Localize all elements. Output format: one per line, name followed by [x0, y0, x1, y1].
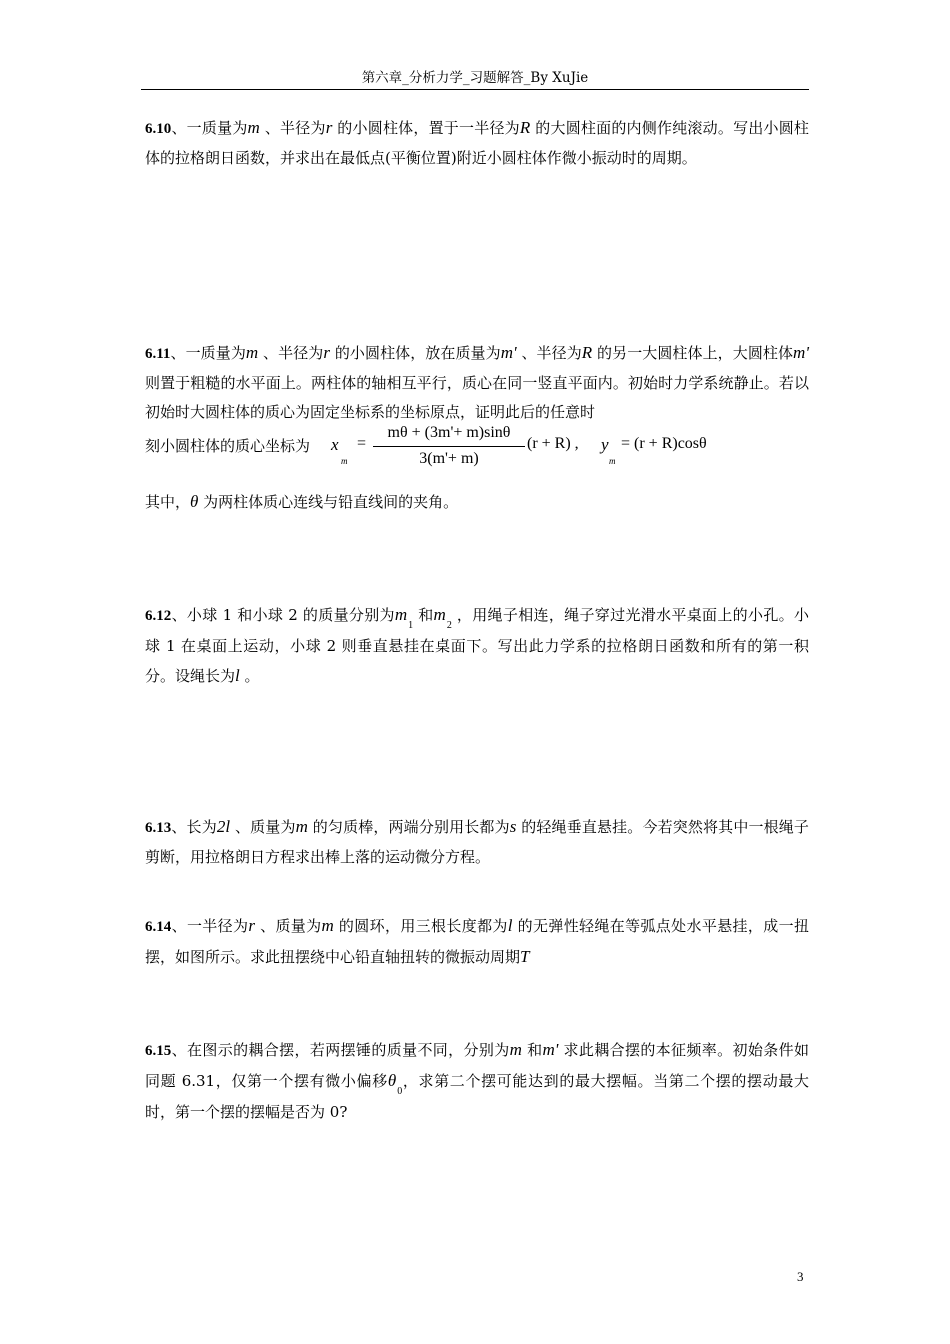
var-m: m — [245, 343, 259, 362]
text: 其中， — [145, 493, 191, 511]
var-m: m — [509, 1040, 522, 1059]
text: 的小圆柱体，置于一半径为 — [337, 119, 520, 137]
subscript-m: m — [609, 456, 616, 466]
problem-number: 6.14 — [145, 919, 172, 935]
text: 。 — [244, 667, 260, 685]
fraction-denominator: 3(m'+ m) — [419, 450, 479, 467]
subscript-1: 1 — [408, 620, 414, 631]
formula-lead: 刻小圆柱体的质心坐标为 — [145, 437, 311, 455]
text: 的圆环，用三根长度都为 — [338, 917, 508, 935]
problem-6-11 — [145, 338, 809, 427]
var-theta: θ — [190, 492, 199, 511]
text: 的匀质棒，两端分别用长都为 — [312, 818, 510, 836]
header-rule — [141, 89, 809, 90]
var-m: m — [295, 817, 308, 836]
page-number: 3 — [797, 1269, 804, 1284]
text: 、质量为 — [235, 818, 296, 836]
var-theta: θ — [387, 1071, 397, 1090]
text: 、一质量为 — [171, 119, 248, 137]
var-m-prime: m' — [793, 343, 809, 362]
text: 、质量为 — [260, 917, 322, 935]
text: 的另一大圆柱体上，大圆柱体 — [597, 344, 794, 362]
var-m-prime: m' — [500, 343, 517, 362]
var-m: m — [321, 916, 334, 935]
text: 的无弹性轻绳在等弧点处水平悬挂，成一扭摆，如图所示。求此扭摆绕中心铅直轴扭转的微振动周期 — [145, 917, 809, 966]
problem-number: 6.12 — [145, 608, 172, 624]
text: 和 — [527, 1041, 543, 1059]
text: 、一质量为 — [170, 344, 246, 362]
var-2l: 2l — [216, 817, 231, 836]
formula-x-tail: (r + R) , — [527, 435, 579, 452]
var-m-prime: m' — [542, 1040, 559, 1059]
text: 为两柱体质心连线与铅直线间的夹角。 — [203, 493, 459, 511]
text: 的小圆柱体，放在质量为 — [334, 344, 501, 362]
var-r: r — [323, 343, 330, 362]
subscript-0: 0 — [397, 1086, 403, 1097]
text: 求此耦合摆的本征频率。初始条件如同题 6.31，仅第一个摆有微小偏移 — [145, 1041, 809, 1090]
problem-6-13 — [145, 812, 809, 872]
var-T: T — [520, 947, 530, 966]
problem-6-14 — [145, 911, 809, 972]
problem-number: 6.13 — [145, 820, 172, 836]
text: 、小球 1 和小球 2 的质量分别为 — [171, 606, 395, 624]
var-r: r — [248, 916, 255, 935]
text: 、半径为 — [264, 119, 326, 137]
text: 、长为 — [171, 818, 217, 836]
var-x: x — [331, 435, 339, 454]
var-l: l — [235, 666, 240, 685]
text: ，用绳子相连，绳子穿过光滑水平桌面上的小孔。小球 1 在桌面上运动，小球 2 则垂直悬挂在桌面下。写出此力学系的拉格朗日函数和所有的第一积分。设绳长为 — [145, 606, 809, 685]
fraction-bar — [373, 446, 525, 447]
text: 和 — [418, 606, 434, 624]
problem-number: 6.10 — [145, 121, 172, 137]
problem-number: 6.11 — [145, 346, 171, 362]
text: 、半径为 — [521, 344, 582, 362]
text: 则置于粗糙的水平面上。两柱体的轴相互平行，质心在同一竖直平面内。初始时力学系统静止。若以初始时大圆柱体的质心为固定坐标系的坐标原点，证明此后的任意时 — [145, 374, 809, 421]
text: 、一半径为 — [171, 917, 249, 935]
problem-6-10 — [145, 113, 809, 173]
coordinate-formula — [145, 426, 809, 472]
equals-sign: = — [357, 435, 367, 452]
fraction-numerator: mθ + (3m'+ m)sinθ — [387, 424, 511, 441]
text: ，求第二个摆可能达到的最大摆幅。当第二个摆的摆动最大时，第一个摆的摆幅是否为 0? — [145, 1072, 809, 1121]
text: 、半径为 — [263, 344, 324, 362]
text: 的大圆柱面的内侧作纯滚动。写出小圆柱体的拉格朗日函数，并求出在最低点(平衡位置)附近小圆柱体作微小振动时的周期。 — [145, 119, 809, 167]
text: 的轻绳垂直悬挂。今若突然将其中一根绳子剪断，用拉格朗日方程求出棒上落的运动微分方程。 — [145, 818, 809, 866]
var-m1: m — [394, 605, 408, 624]
var-R: R — [519, 118, 531, 137]
page-header: 第六章_分析力学_习题解答_By XuJie — [361, 70, 589, 86]
var-r: r — [325, 118, 333, 137]
var-m2: m — [433, 605, 446, 624]
problem-6-12 — [145, 600, 809, 691]
var-m: m — [247, 118, 260, 137]
text: 、在图示的耦合摆，若两摆锤的质量不同，分别为 — [171, 1041, 510, 1059]
var-y: y — [601, 435, 609, 454]
subscript-2: 2 — [446, 620, 452, 631]
var-R: R — [581, 343, 593, 362]
problem-6-15 — [145, 1035, 809, 1127]
problem-number: 6.15 — [145, 1043, 172, 1059]
var-s: s — [509, 817, 517, 836]
formula-y-tail: = (r + R)cosθ — [621, 435, 707, 452]
problem-6-11-note — [145, 487, 809, 517]
subscript-m: m — [341, 456, 348, 466]
var-l: l — [507, 916, 513, 935]
